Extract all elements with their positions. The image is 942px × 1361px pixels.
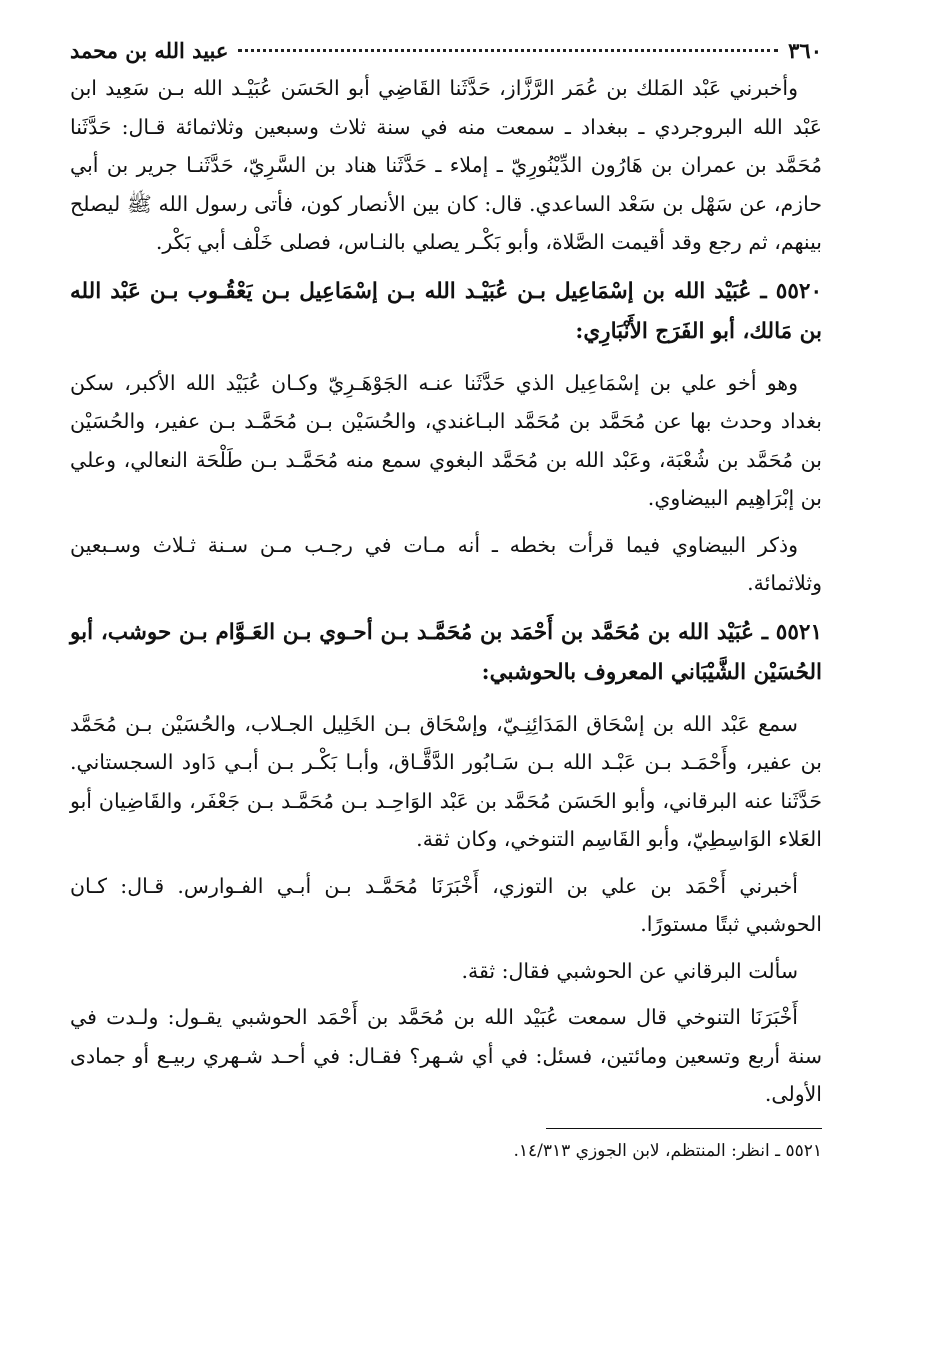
paragraph-biography-5521: سمع عَبْد الله بن إسْحَاق المَدَائِنِـيّ، وإسْحَاق بـن الخَلِيل الجـلاب، والحُسَيْن بـن مُحَمَّد بن عفير، وأَحْمَـد بـن عَبْـد الله بـن سَـابُور الدَّقَّـاق، وأبـا بَكْـر بـن أبـي دَاود السجستاني. حَدَّثَنا عنه البرقاني، وأبو الحَسَن مُحَمَّد بن عَبْد الوَاحِـد بـن مُحَمَّـد بـن جَعْفَر، والقَاضِيان أبو العَلاء الوَاسِطِيّ، وأبو القَاسِم التنوخي، وكان ثقة. <box>70 711 822 851</box>
entry-heading-5521: ٥٥٢١ ـ عُبَيْد الله بن مُحَمَّد بن أَحْمَد بن مُحَمَّـد بـن أحـوي بـن العَـوَّام بـن حوشب، أبو الحُسَيْن الشَّيْبَاني المعروف بالحوشبي: <box>70 619 822 685</box>
paragraph-barqani-5521: سألت البرقاني عن الحوشبي فقال: ثقة. <box>461 958 798 983</box>
paragraph-birth-5521: أَخْبَرَنَا التنوخي قال سمعت عُبَيْد الله بن مُحَمَّد بن أَحْمَد الحوشبي يقـول: ولـدت في سنة أربع وتسعين ومائتين، فسئل: في أي شـهر؟ فقـال: في أحـد شـهري ربيـع أو جمادى الأولى. <box>70 1005 822 1106</box>
paragraph-biography-5520: وهو أخو علي بن إسْمَاعِيل الذي حَدَّثَنا عنـه الجَوْهَـرِيّ وكـان عُبَيْد الله الأكبر، سكن بغداد وحدث بها عن مُحَمَّد بن مُحَمَّد البـاغندي، والحُسَيْن بـن مُحَمَّـد بـن عفير، والحُسَيْن بن مُحَمَّد بن شُعْبَة، وعَبْد الله بن مُحَمَّد البغوي سمع منه مُحَمَّـد بـن طَلْحَة النعالي، وعلي بن إبْرَاهِيم البيضاوي. <box>70 370 822 510</box>
page-number: ٣٦٠ <box>788 38 822 63</box>
paragraph-death-5520: وذكر البيضاوي فيما قرأت بخطه ـ أنه مـات في رجـب مـن سـنة ثـلاث وسـبعين وثلاثمائة. <box>70 532 822 595</box>
running-title: عبيد الله بن محمد <box>70 38 229 63</box>
paragraph-isnad-1: وأخبرني عَبْد المَلك بن عُمَر الرَّزَّاز، حَدَّثَنا القَاضِي أبو الحَسَن عُبَيْـد الله بـن سَعِيد ابن عَبْد الله البروجردي ـ ببغداد ـ سمعت منه في سنة ثلاث وسبعين وثلاثمائة قـال: حَدَّثَنا مُحَمَّد بن عمران بن هَارُون الدِّيْنُورِيّ ـ إملاء ـ حَدَّثَنا هناد بن السَّرِيّ، حَدَّثَنـا جرير بن أبي حازم، عن سَهْل بن سَعْد الساعدي. قال: كان بين الأنصار كون، فأتى رسول الله ﷺ ليصلح بينهم، ثم رجع وقد أقيمت الصَّلاة، وأبو بَكْـر يصلي بالنـاس، فصلى خَلْف أبي بَكْر. <box>70 76 822 254</box>
paragraph-report-5521: أخبرني أَحْمَد بن علي بن التوزي، أَخْبَرَنَا مُحَمَّـد بـن أبـي الفـوارس. قـال: كـان الحوشبي ثبتًا مستورًا. <box>70 873 822 936</box>
book-page <box>70 38 822 1165</box>
header-dot-leader <box>238 49 778 52</box>
footnote: ٥٥٢١ ـ انظر: المنتظم، لابن الجوزي ١٤/٣١٣. <box>513 1140 822 1161</box>
page-header <box>70 38 822 63</box>
footnote-separator <box>546 1128 822 1129</box>
entry-heading-5520: ٥٥٢٠ ـ عُبَيْد الله بن إسْمَاعِيل بـن عُبَيْـد الله بـن إسْمَاعِيل بـن يَعْقُـوب بـن عَبْد الله بن مَالك، أبو الفَرَج الأَنْبَارِي: <box>70 278 822 344</box>
